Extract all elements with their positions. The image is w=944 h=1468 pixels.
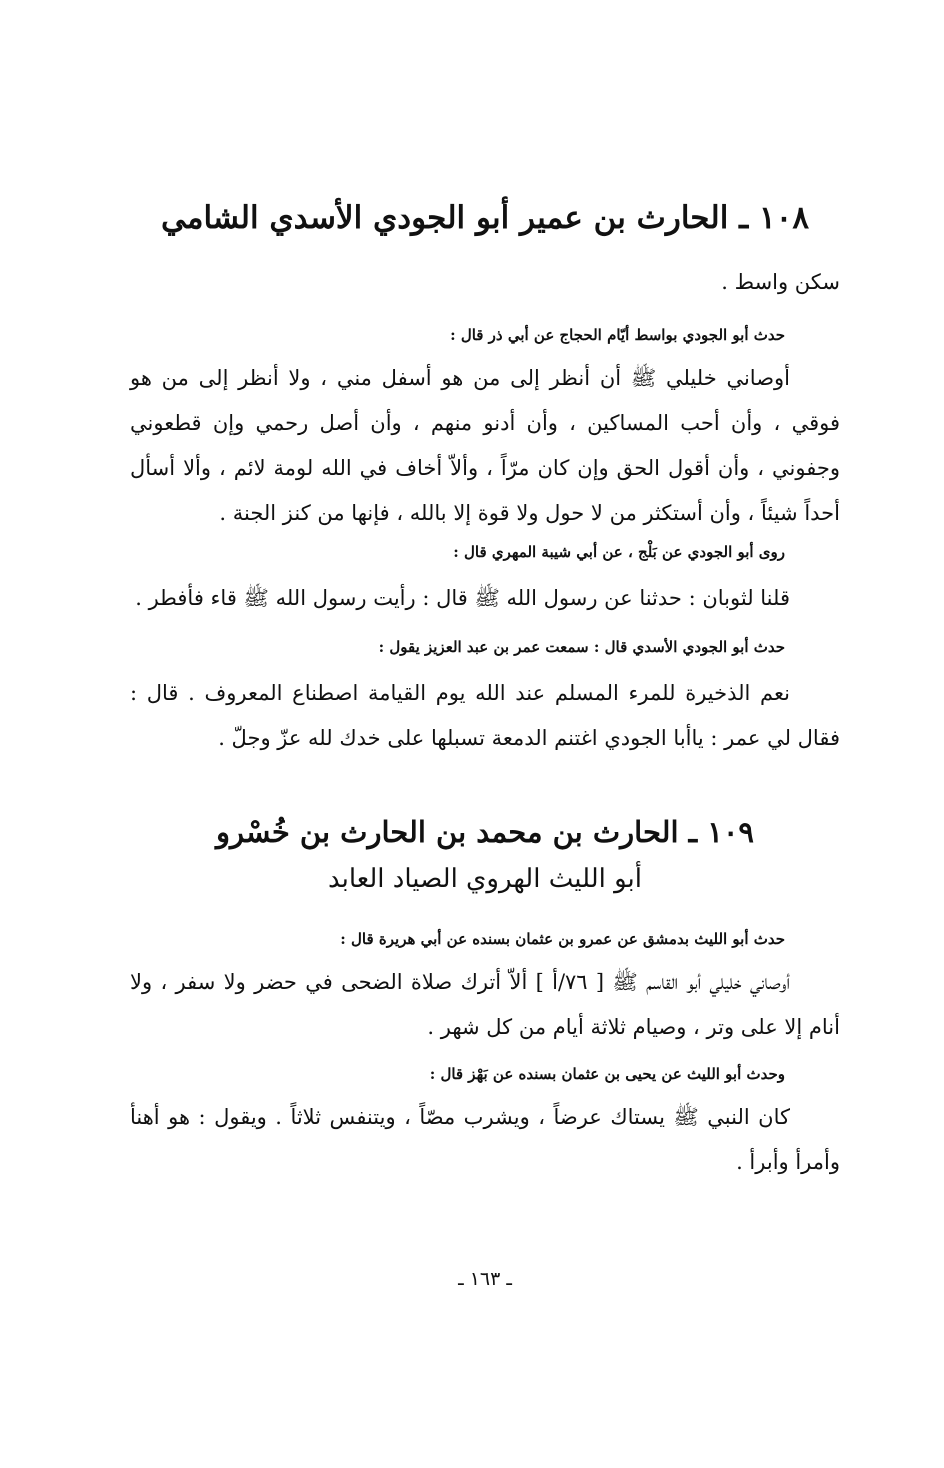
entry-109-title: ١٠٩ ـ الحارث بن محمد بن الحارث بن خُسْرو bbox=[216, 815, 754, 849]
entry-108-text-1: أوصاني خليلي ﷺ أن أنظر إلى من هو أسفل مني ، ولا أنظر إلى من هو فوقي ، وأن أحب المساكين ، وأن أدنو منهم ، وأن أصل رحمي وإن قطعوني وجفوني ، وأن أقول الحق وإن كان مرّاً ، وألاّ أخاف في الله لومة لائم ، وألا أسأل أحداً شيئاً ، وأن أستكثر من لا حول ولا قوة إلا بالله ، فإنها من كنز الجنة . bbox=[130, 366, 840, 525]
entry-108-residence: سكن واسط . bbox=[721, 270, 840, 294]
book-page bbox=[130, 0, 840, 1468]
entry-109-text-1: أوصاني خليلي أبو القاسم ﷺ [ ٧٦/أ ] ألاّ أترك صلاة الضحى في حضر ولا سفر ، ولا أنام إلا على وتر ، وصيام ثلاثة أيام من كل شهر . bbox=[130, 970, 840, 1039]
entry-108-isnad-2: روى أبو الجودي عن بَلْج ، عن أبي شيبة المهري قال : bbox=[453, 543, 785, 561]
entry-108-text-3: نعم الذخيرة للمرء المسلم عند الله يوم القيامة اصطناع المعروف . قال : فقال لي عمر : ياأبا الجودي اغتنم الدمعة تسبلها على خدك لله عزّ وجلّ . bbox=[130, 681, 840, 750]
entry-108-isnad-3: حدث أبو الجودي الأسدي قال : سمعت عمر بن عبد العزيز يقول : bbox=[378, 638, 785, 656]
entry-108-isnad-1: حدث أبو الجودي بواسط أيّام الحجاج عن أبي ذر قال : bbox=[450, 326, 785, 344]
entry-109-text-2: كان النبي ﷺ يستاك عرضاً ، ويشرب مصّاً ، ويتنفس ثلاثاً . ويقول : هو أهنأ وأمرأ وأبرأ . bbox=[130, 1105, 840, 1174]
entry-109-isnad-1: حدث أبو الليث بدمشق عن عمرو بن عثمان بسنده عن أبي هريرة قال : bbox=[340, 930, 785, 948]
entry-109-subtitle: أبو الليث الهروي الصياد العابد bbox=[328, 864, 642, 894]
entry-109-isnad-2: وحدث أبو الليث عن يحيى بن عثمان بسنده عن بَهْز قال : bbox=[429, 1065, 785, 1083]
entry-108-title: ١٠٨ ـ الحارث بن عمير أبو الجودي الأسدي الشامي bbox=[161, 200, 809, 236]
entry-108-text-2: قلنا لثوبان : حدثنا عن رسول الله ﷺ قال : رأيت رسول الله ﷺ قاء فأفطر . bbox=[135, 586, 790, 610]
page-number: ـ ١٦٣ ـ bbox=[458, 1268, 512, 1290]
